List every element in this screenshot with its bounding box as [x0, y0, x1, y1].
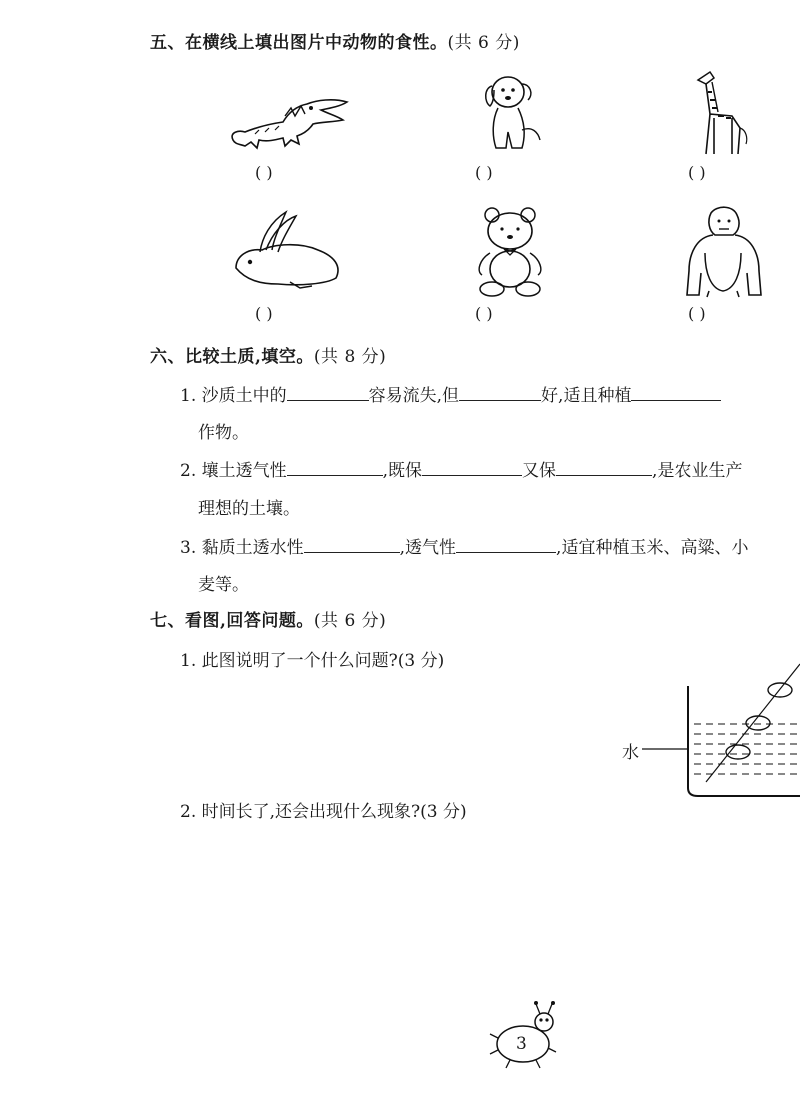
- q2-blank-1[interactable]: [287, 460, 383, 476]
- section5-title: 五、在横线上填出图片中动物的食性。: [150, 33, 448, 53]
- page-number: 3: [516, 1034, 527, 1054]
- q1-text-a: 沙质土中的: [201, 386, 287, 406]
- q1-blank-3[interactable]: [631, 385, 721, 401]
- q1-text-c: 好,适且种植: [541, 386, 632, 406]
- section5-points: (共 6 分): [447, 33, 520, 53]
- q2-continuation: 理想的土壤。: [198, 499, 300, 519]
- answer-paren-rabbit[interactable]: ( ): [255, 304, 273, 323]
- answer-paren-dog[interactable]: ( ): [475, 163, 493, 182]
- q3-number: 3.: [180, 538, 197, 558]
- section7-title: 七、看图,回答问题。: [150, 611, 314, 631]
- q1-text-b: 容易流失,但: [368, 386, 460, 406]
- answer-paren-giraffe[interactable]: ( ): [688, 163, 706, 182]
- q3-blank-1[interactable]: [304, 537, 400, 553]
- answer-paren-gorilla[interactable]: ( ): [688, 304, 706, 323]
- q3-continuation: 麦等。: [198, 575, 249, 595]
- q2-text-c: 又保: [522, 461, 557, 481]
- beaker-diagram: [640, 660, 800, 800]
- dog-picture: [478, 70, 548, 155]
- q3-text-c: ,适宜种植玉米、高粱、小: [556, 538, 749, 558]
- section6-q3: [180, 533, 748, 558]
- section7-q2: 2. 时间长了,还会出现什么现象?(3 分): [180, 802, 467, 822]
- section7-q1: 1. 此图说明了一个什么问题?(3 分): [180, 651, 445, 671]
- q1-blank-1[interactable]: [287, 385, 369, 401]
- q2-blank-2[interactable]: [422, 460, 522, 476]
- water-label: 水: [622, 743, 639, 763]
- q1-continuation: 作物。: [198, 423, 249, 443]
- q3-blank-2[interactable]: [456, 537, 556, 553]
- q3-text-a: 黏质土透水性: [201, 538, 304, 558]
- section6-points: (共 8 分): [313, 347, 387, 367]
- q2-number: 2.: [180, 461, 197, 481]
- q2-text-b: ,既保: [382, 461, 423, 481]
- section6-q1: [180, 381, 721, 406]
- teddy-bear-picture: [470, 205, 550, 297]
- q3-text-b: ,透气性: [399, 538, 457, 558]
- section7-heading: [150, 606, 386, 631]
- rabbit-picture: [230, 208, 345, 290]
- section5-heading: [150, 28, 520, 53]
- answer-paren-bear[interactable]: ( ): [475, 304, 493, 323]
- q2-text-a: 壤土透气性: [201, 461, 287, 481]
- gorilla-picture: [683, 203, 763, 298]
- q1-blank-2[interactable]: [459, 385, 541, 401]
- q2-blank-3[interactable]: [556, 460, 652, 476]
- section6-title: 六、比较土质,填空。: [150, 347, 314, 367]
- answer-paren-crocodile[interactable]: ( ): [255, 163, 273, 182]
- section6-heading: [150, 342, 386, 367]
- section6-q2: [180, 456, 742, 481]
- crocodile-picture: [225, 88, 350, 156]
- q1-number: 1.: [180, 386, 197, 406]
- giraffe-picture: [688, 68, 758, 158]
- q2-text-d: ,是农业生产: [652, 461, 743, 481]
- section7-points: (共 6 分): [313, 611, 387, 631]
